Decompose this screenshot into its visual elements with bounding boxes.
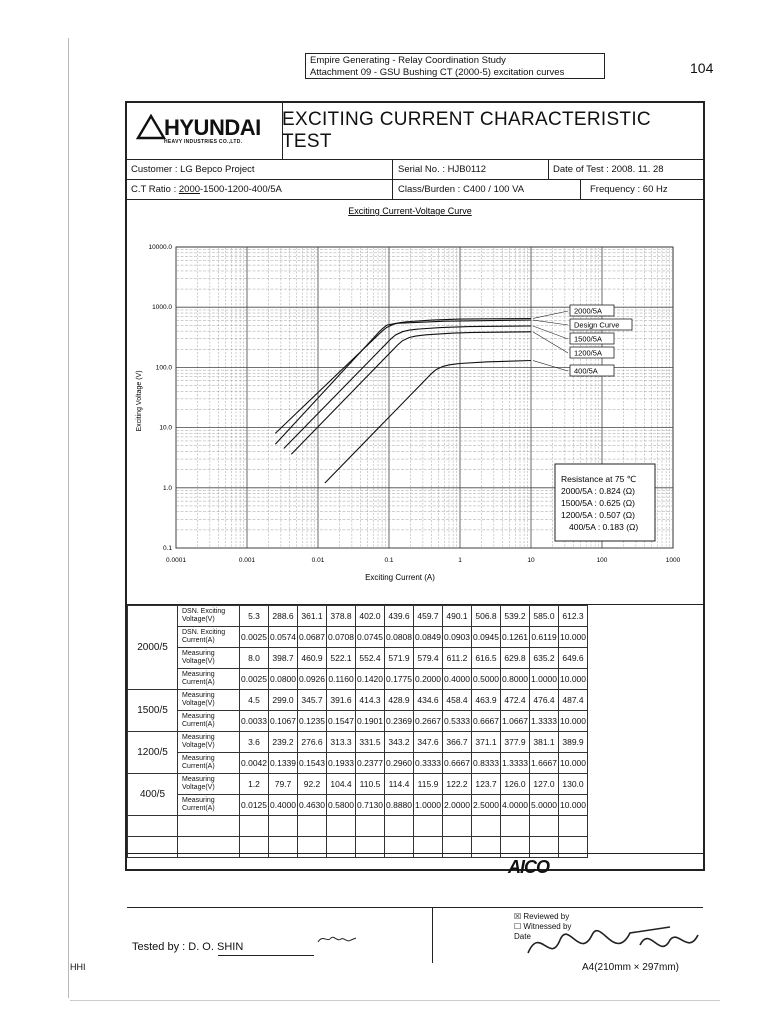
table-cell: 428.9: [385, 690, 414, 711]
chart-legend: [533, 305, 632, 376]
info-divider-2: [548, 160, 549, 180]
table-cell: 434.6: [414, 690, 443, 711]
legend-leader: [533, 311, 568, 318]
table-cell: 0.0808: [385, 627, 414, 648]
legend-label: 2000/5A: [574, 306, 602, 316]
blank-cell: [327, 837, 356, 858]
row-label: Measuring Current(A): [178, 711, 240, 732]
legend-label: Design Curve: [574, 320, 620, 330]
table-cell: 123.7: [472, 774, 501, 795]
table-cell: 0.1339: [269, 753, 298, 774]
table-row: [128, 627, 588, 648]
table-cell: 371.1: [472, 732, 501, 753]
y-tick-label: 0.1: [162, 545, 172, 552]
table-cell: 0.6667: [472, 711, 501, 732]
table-cell: 487.4: [559, 690, 588, 711]
blank-cell: [269, 837, 298, 858]
table-cell: 10.000: [559, 627, 588, 648]
blank-table-row: [128, 837, 588, 858]
blank-cell: [501, 816, 530, 837]
header-line-2: Attachment 09 - GSU Bushing CT (2000-5) excitation curves: [310, 67, 565, 78]
table-cell: 239.2: [269, 732, 298, 753]
table-cell: 571.9: [385, 648, 414, 669]
table-cell: 1.0667: [501, 711, 530, 732]
curve-1200-5a: [291, 332, 531, 455]
row-label: Measuring Voltage(V): [178, 732, 240, 753]
row-label: DSN. Exciting Current(A): [178, 627, 240, 648]
table-cell: 1.3333: [530, 711, 559, 732]
blank-cell: [414, 837, 443, 858]
blank-table-row: [128, 816, 588, 837]
blank-cell: [298, 816, 327, 837]
study-header-box: [305, 53, 605, 79]
table-row: [128, 795, 588, 816]
table-cell: 539.2: [501, 606, 530, 627]
excitation-chart: [127, 201, 703, 604]
footer-divider: [432, 907, 433, 963]
blank-cell: [269, 816, 298, 837]
table-cell: 10.000: [559, 753, 588, 774]
table-cell: 299.0: [269, 690, 298, 711]
table-cell: 398.7: [269, 648, 298, 669]
resistance-line-4: 400/5A : 0.183 (Ω): [569, 522, 639, 532]
curve-400-5a: [325, 361, 531, 484]
y-tick-label: 100.0: [155, 364, 172, 372]
page-title: EXCITING CURRENT CHARACTERISTIC TEST: [282, 109, 651, 152]
page-bottom-line: [70, 1000, 720, 1001]
blank-cell: [559, 816, 588, 837]
table-cell: 552.4: [356, 648, 385, 669]
table-cell: 114.4: [385, 774, 414, 795]
table-cell: 522.1: [327, 648, 356, 669]
legend-label: 1500/5A: [574, 334, 602, 344]
table-cell: 0.4000: [443, 669, 472, 690]
table-cell: 0.1775: [385, 669, 414, 690]
table-cell: 649.6: [559, 648, 588, 669]
table-cell: 345.7: [298, 690, 327, 711]
blank-row-line: [127, 853, 703, 854]
logo-name: HYUNDAI: [164, 115, 261, 140]
blank-cell: [356, 816, 385, 837]
table-cell: 0.0800: [269, 669, 298, 690]
x-tick-label: 0.1: [384, 557, 394, 564]
tested-by-underline: [218, 955, 314, 956]
legend-leader: [533, 320, 568, 325]
hyundai-triangle-icon: [136, 114, 166, 140]
table-cell: 10.000: [559, 711, 588, 732]
table-cell: 2.5000: [472, 795, 501, 816]
table-cell: 0.2369: [385, 711, 414, 732]
table-cell: 1.6667: [530, 753, 559, 774]
table-cell: 635.2: [530, 648, 559, 669]
resistance-title: Resistance at 75 ℃: [561, 474, 637, 484]
table-cell: 1.3333: [501, 753, 530, 774]
legend-leader: [533, 326, 568, 339]
review-date: Date: [514, 932, 531, 941]
customer-field: Customer : LG Bepco Project: [131, 164, 255, 175]
table-cell: 472.4: [501, 690, 530, 711]
row-label: Measuring Current(A): [178, 753, 240, 774]
table-cell: 611.2: [443, 648, 472, 669]
table-cell: 0.0849: [414, 627, 443, 648]
x-tick-label: 0.001: [238, 557, 256, 564]
x-tick-label: 0.01: [311, 557, 325, 564]
table-cell: 1.0000: [414, 795, 443, 816]
ct-ratio-cell: 2000/5: [128, 606, 178, 690]
table-cell: 4.5: [240, 690, 269, 711]
page-number: 104: [690, 60, 714, 76]
info-divider-3: [580, 180, 581, 200]
table-cell: 0.1547: [327, 711, 356, 732]
y-tick-label: 1000.0: [152, 304, 172, 312]
table-cell: 276.6: [298, 732, 327, 753]
hhi-label: HHI: [70, 962, 86, 972]
table-cell: 347.6: [414, 732, 443, 753]
excitation-data-table: [127, 605, 588, 858]
blank-cell: [530, 837, 559, 858]
table-cell: 130.0: [559, 774, 588, 795]
ct-ratio-prefix: C.T Ratio :: [131, 184, 179, 195]
table-cell: 0.0025: [240, 627, 269, 648]
table-cell: 476.4: [530, 690, 559, 711]
table-cell: 0.5333: [443, 711, 472, 732]
legend-label: 1200/5A: [574, 348, 602, 358]
table-cell: 490.1: [443, 606, 472, 627]
table-cell: 0.7130: [356, 795, 385, 816]
resistance-line-3: 1200/5A : 0.507 (Ω): [561, 510, 635, 520]
blank-cell: [472, 837, 501, 858]
row-label: Measuring Voltage(V): [178, 774, 240, 795]
table-cell: 1.2: [240, 774, 269, 795]
ct-ratio-main: 2000: [178, 184, 201, 195]
curve-2000-5a: [275, 319, 531, 434]
table-cell: 0.0574: [269, 627, 298, 648]
frequency-field: Frequency : 60 Hz: [590, 184, 668, 195]
logo-subtitle: HEAVY INDUSTRIES CO.,LTD.: [164, 139, 243, 145]
table-cell: 585.0: [530, 606, 559, 627]
table-cell: 79.7: [269, 774, 298, 795]
blank-cell: [385, 816, 414, 837]
table-cell: 104.4: [327, 774, 356, 795]
table-cell: 0.1901: [356, 711, 385, 732]
blank-cell: [530, 816, 559, 837]
table-row: [128, 648, 588, 669]
table-cell: 0.1160: [327, 669, 356, 690]
table-row: [128, 669, 588, 690]
table-cell: 0.0945: [472, 627, 501, 648]
table-cell: 0.0903: [443, 627, 472, 648]
resistance-line-1: 2000/5A : 0.824 (Ω): [561, 486, 635, 496]
ct-ratio-cell: 400/5: [128, 774, 178, 816]
header-line-1: Empire Generating - Relay Coordination Study: [310, 55, 506, 66]
reviewed-by: ☒ Reviewed by: [514, 912, 570, 921]
table-cell: 402.0: [356, 606, 385, 627]
y-tick-label: 10.0: [159, 424, 172, 432]
chart-curves: [275, 319, 531, 484]
table-cell: 3.6: [240, 732, 269, 753]
blank-cell: [443, 837, 472, 858]
table-cell: 579.4: [414, 648, 443, 669]
table-cell: 629.8: [501, 648, 530, 669]
table-cell: 460.9: [298, 648, 327, 669]
x-axis-label: Exciting Current (A): [365, 573, 435, 582]
table-cell: 378.8: [327, 606, 356, 627]
table-cell: 0.8000: [501, 669, 530, 690]
table-cell: 0.5000: [472, 669, 501, 690]
row-label: Measuring Voltage(V): [178, 648, 240, 669]
table-cell: 0.1543: [298, 753, 327, 774]
blank-cell: [472, 816, 501, 837]
blank-cell: [128, 816, 178, 837]
x-tick-label: 1: [458, 557, 462, 564]
table-cell: 391.6: [327, 690, 356, 711]
table-cell: 122.2: [443, 774, 472, 795]
table-cell: 0.2667: [414, 711, 443, 732]
margin-line: [68, 38, 69, 998]
table-cell: 389.9: [559, 732, 588, 753]
table-cell: 459.7: [414, 606, 443, 627]
table-cell: 0.8333: [472, 753, 501, 774]
table-cell: 10.000: [559, 669, 588, 690]
table-cell: 127.0: [530, 774, 559, 795]
table-cell: 0.6667: [443, 753, 472, 774]
table-cell: 0.2377: [356, 753, 385, 774]
row-label: Measuring Current(A): [178, 669, 240, 690]
table-cell: 0.0042: [240, 753, 269, 774]
blank-cell: [443, 816, 472, 837]
ct-ratio-field: [131, 180, 282, 200]
table-cell: 0.3333: [414, 753, 443, 774]
tested-by: Tested by : D. O. SHIN: [132, 941, 244, 953]
table-cell: 313.3: [327, 732, 356, 753]
table-cell: 463.9: [472, 690, 501, 711]
table-row: [128, 732, 588, 753]
blank-cell: [327, 816, 356, 837]
blank-cell: [298, 837, 327, 858]
blank-cell: [356, 837, 385, 858]
table-cell: 0.1420: [356, 669, 385, 690]
row-label: Measuring Current(A): [178, 795, 240, 816]
blank-cell: [240, 837, 269, 858]
legend-label: 400/5A: [574, 366, 598, 376]
serial-field: Serial No. : HJB0112: [398, 164, 487, 175]
row-label: DSN. Exciting Voltage(V): [178, 606, 240, 627]
date-field: Date of Test : 2008. 11. 28: [553, 164, 664, 175]
x-tick-label: 100: [596, 557, 608, 564]
table-cell: 343.2: [385, 732, 414, 753]
table-cell: 506.8: [472, 606, 501, 627]
table-cell: 0.1235: [298, 711, 327, 732]
table-row: [128, 690, 588, 711]
x-tick-label: 1000: [665, 557, 681, 564]
witnessed-by-label: Witnessed by: [523, 922, 572, 931]
table-cell: 0.1067: [269, 711, 298, 732]
table-cell: 0.0687: [298, 627, 327, 648]
table-cell: 8.0: [240, 648, 269, 669]
table-cell: 0.0025: [240, 669, 269, 690]
y-tick-label: 10000.0: [148, 244, 172, 251]
table-cell: 439.6: [385, 606, 414, 627]
table-cell: 381.1: [530, 732, 559, 753]
table-cell: 0.8880: [385, 795, 414, 816]
aico-stamp: AICO: [508, 857, 549, 877]
table-cell: 0.4630: [298, 795, 327, 816]
ct-ratio-rest: -1500-1200-400/5A: [200, 184, 282, 195]
row-label: Measuring Voltage(V): [178, 690, 240, 711]
x-tick-label: 0.0001: [166, 557, 186, 564]
table-cell: 2.0000: [443, 795, 472, 816]
ct-ratio-cell: 1200/5: [128, 732, 178, 774]
table-row: [128, 774, 588, 795]
blank-cell: [128, 837, 178, 858]
table-cell: 288.6: [269, 606, 298, 627]
table-cell: 0.0926: [298, 669, 327, 690]
table-cell: 0.0708: [327, 627, 356, 648]
table-cell: 0.0745: [356, 627, 385, 648]
table-cell: 366.7: [443, 732, 472, 753]
table-cell: 110.5: [356, 774, 385, 795]
blank-cell: [385, 837, 414, 858]
reviewed-by-label: Reviewed by: [523, 912, 570, 921]
table-cell: 331.5: [356, 732, 385, 753]
table-cell: 0.1261: [501, 627, 530, 648]
y-axis-label: Exciting Voltage (V): [136, 370, 143, 432]
blank-cell: [178, 837, 240, 858]
table-cell: 0.4000: [269, 795, 298, 816]
table-cell: 616.5: [472, 648, 501, 669]
chart-title: Exciting Current-Voltage Curve: [348, 206, 472, 216]
ct-ratio-cell: 1500/5: [128, 690, 178, 732]
table-cell: 0.1933: [327, 753, 356, 774]
paper-size: A4(210mm × 297mm): [582, 962, 679, 973]
resistance-box: [555, 464, 655, 541]
blank-cell: [414, 816, 443, 837]
x-tick-label: 10: [527, 557, 535, 564]
resistance-line-2: 1500/5A : 0.625 (Ω): [561, 498, 635, 508]
table-cell: 0.5800: [327, 795, 356, 816]
blank-cell: [240, 816, 269, 837]
y-tick-label: 1.0: [162, 484, 172, 492]
table-cell: 458.4: [443, 690, 472, 711]
table-cell: 0.2960: [385, 753, 414, 774]
blank-cell: [559, 837, 588, 858]
table-row: [128, 753, 588, 774]
table-cell: 377.9: [501, 732, 530, 753]
table-cell: 126.0: [501, 774, 530, 795]
legend-leader: [533, 332, 568, 353]
table-cell: 92.2: [298, 774, 327, 795]
table-cell: 0.0033: [240, 711, 269, 732]
class-burden-field: Class/Burden : C400 / 100 VA: [398, 184, 525, 195]
table-cell: 0.6119: [530, 627, 559, 648]
table-row: [128, 711, 588, 732]
table-cell: 115.9: [414, 774, 443, 795]
table-cell: 10.000: [559, 795, 588, 816]
table-cell: 361.1: [298, 606, 327, 627]
witnessed-by: ☐ Witnessed by: [514, 922, 572, 931]
table-cell: 612.3: [559, 606, 588, 627]
legend-leader: [533, 361, 568, 371]
table-cell: 5.0000: [530, 795, 559, 816]
table-cell: 414.3: [356, 690, 385, 711]
blank-cell: [178, 816, 240, 837]
table-cell: 0.0125: [240, 795, 269, 816]
table-cell: 1.0000: [530, 669, 559, 690]
table-cell: 5.3: [240, 606, 269, 627]
table-cell: 0.2000: [414, 669, 443, 690]
table-cell: 4.0000: [501, 795, 530, 816]
table-row: [128, 606, 588, 627]
tester-signature: [315, 928, 359, 948]
blank-cell: [501, 837, 530, 858]
